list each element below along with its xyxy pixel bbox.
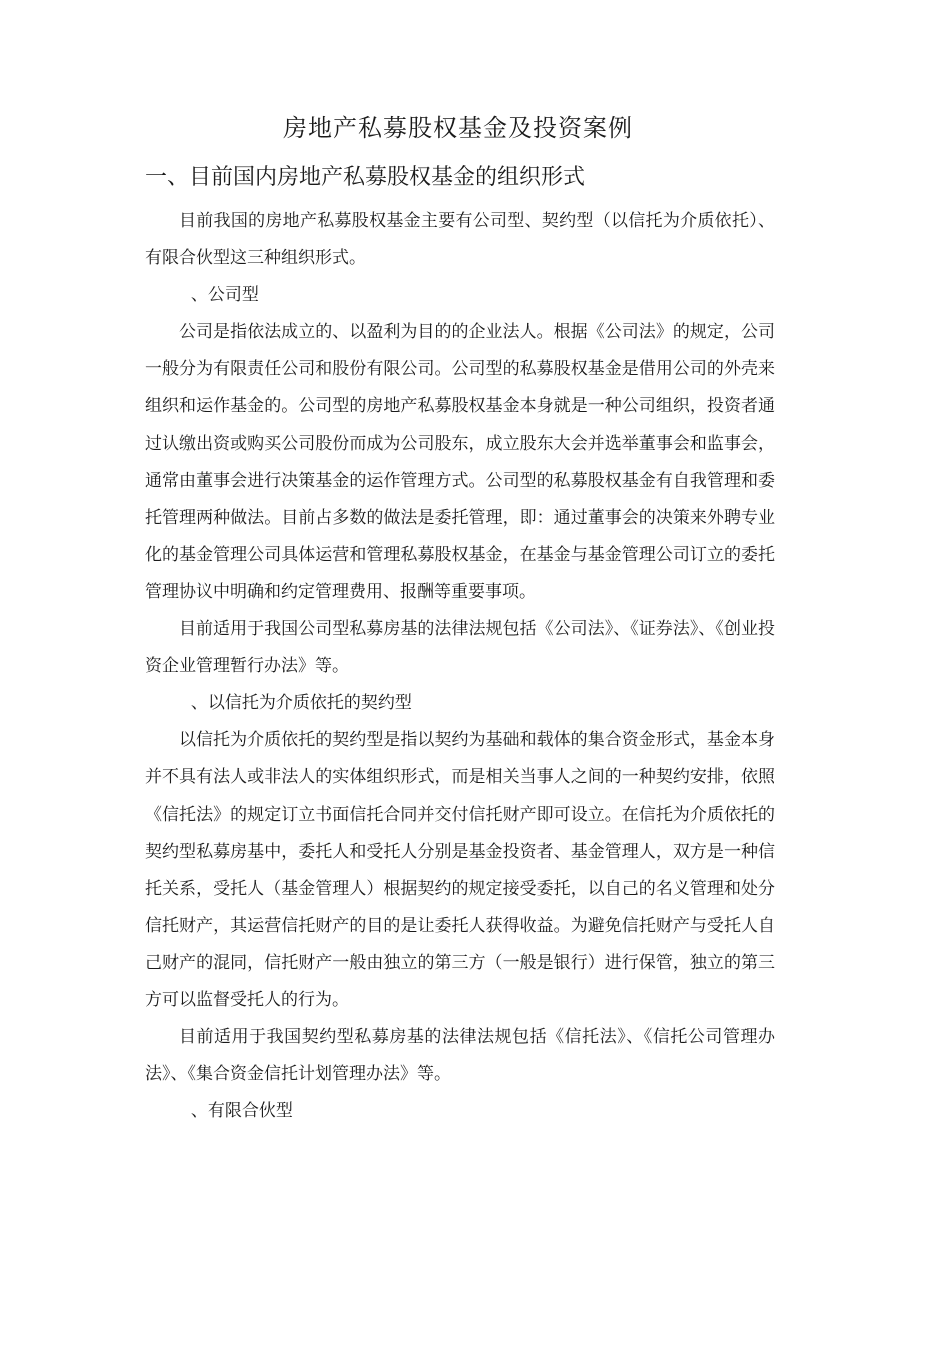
paragraph: 目前适用于我国契约型私募房基的法律法规包括《信托法》、《信托公司管理办法》、《集合资金信托计划管理办法》等。 xyxy=(145,1027,775,1085)
section-heading: 一、目前国内房地产私募股权基金的组织形式 xyxy=(145,165,586,190)
paragraph: 以信托为介质依托的契约型是指以契约为基础和载体的集合资金形式，基金本身并不具有法人或非法人的实体组织形式，而是相关当事人之间的一种契约安排，依照《信托法》的规定订立书面信托合同并交付信托财产即可设立。在信托为介质依托的契约型私募房基中，委托人和受托人分别是基金投资者、基金管理人，双方是一种信托关系，受托人（基金管理人）根据契约的规定接受委托，以自己的名义管理和处分信托财产，其运营信托财产的目的是让委托人获得收益。为避免信托财产与受托人自己财产的混同，信托财产一般由独立的第三方（一般是银行）进行保管，独立的第三方可以监督受托人的行为。 xyxy=(145,730,775,1010)
paragraph: 目前我国的房地产私募股权基金主要有公司型、契约型（以信托为介质依托）、有限合伙型这三种组织形式。 xyxy=(145,211,775,269)
document-body xyxy=(145,203,775,1130)
document-title: 房地产私募股权基金及投资案例 xyxy=(283,114,633,142)
subsection-heading: 、公司型 xyxy=(190,285,259,306)
subsection-heading: 、以信托为介质依托的契约型 xyxy=(190,693,412,714)
paragraph: 目前适用于我国公司型私募房基的法律法规包括《公司法》、《证券法》、《创业投资企业管理暂行办法》等。 xyxy=(145,619,775,677)
subsection-heading: 、有限合伙型 xyxy=(190,1101,293,1122)
paragraph: 公司是指依法成立的、以盈利为目的的企业法人。根据《公司法》的规定，公司一般分为有限责任公司和股份有限公司。公司型的私募股权基金是借用公司的外壳来组织和运作基金的。公司型的房地产私募股权基金本身就是一种公司组织，投资者通过认缴出资或购买公司股份而成为公司股东，成立股东大会并选举董事会和监事会，通常由董事会进行决策基金的运作管理方式。公司型的私募股权基金有自我管理和委托管理两种做法。目前占多数的做法是委托管理，即：通过董事会的决策来外聘专业化的基金管理公司具体运营和管理私募股权基金，在基金与基金管理公司订立的委托管理协议中明确和约定管理费用、报酬等重要事项。 xyxy=(145,322,775,602)
